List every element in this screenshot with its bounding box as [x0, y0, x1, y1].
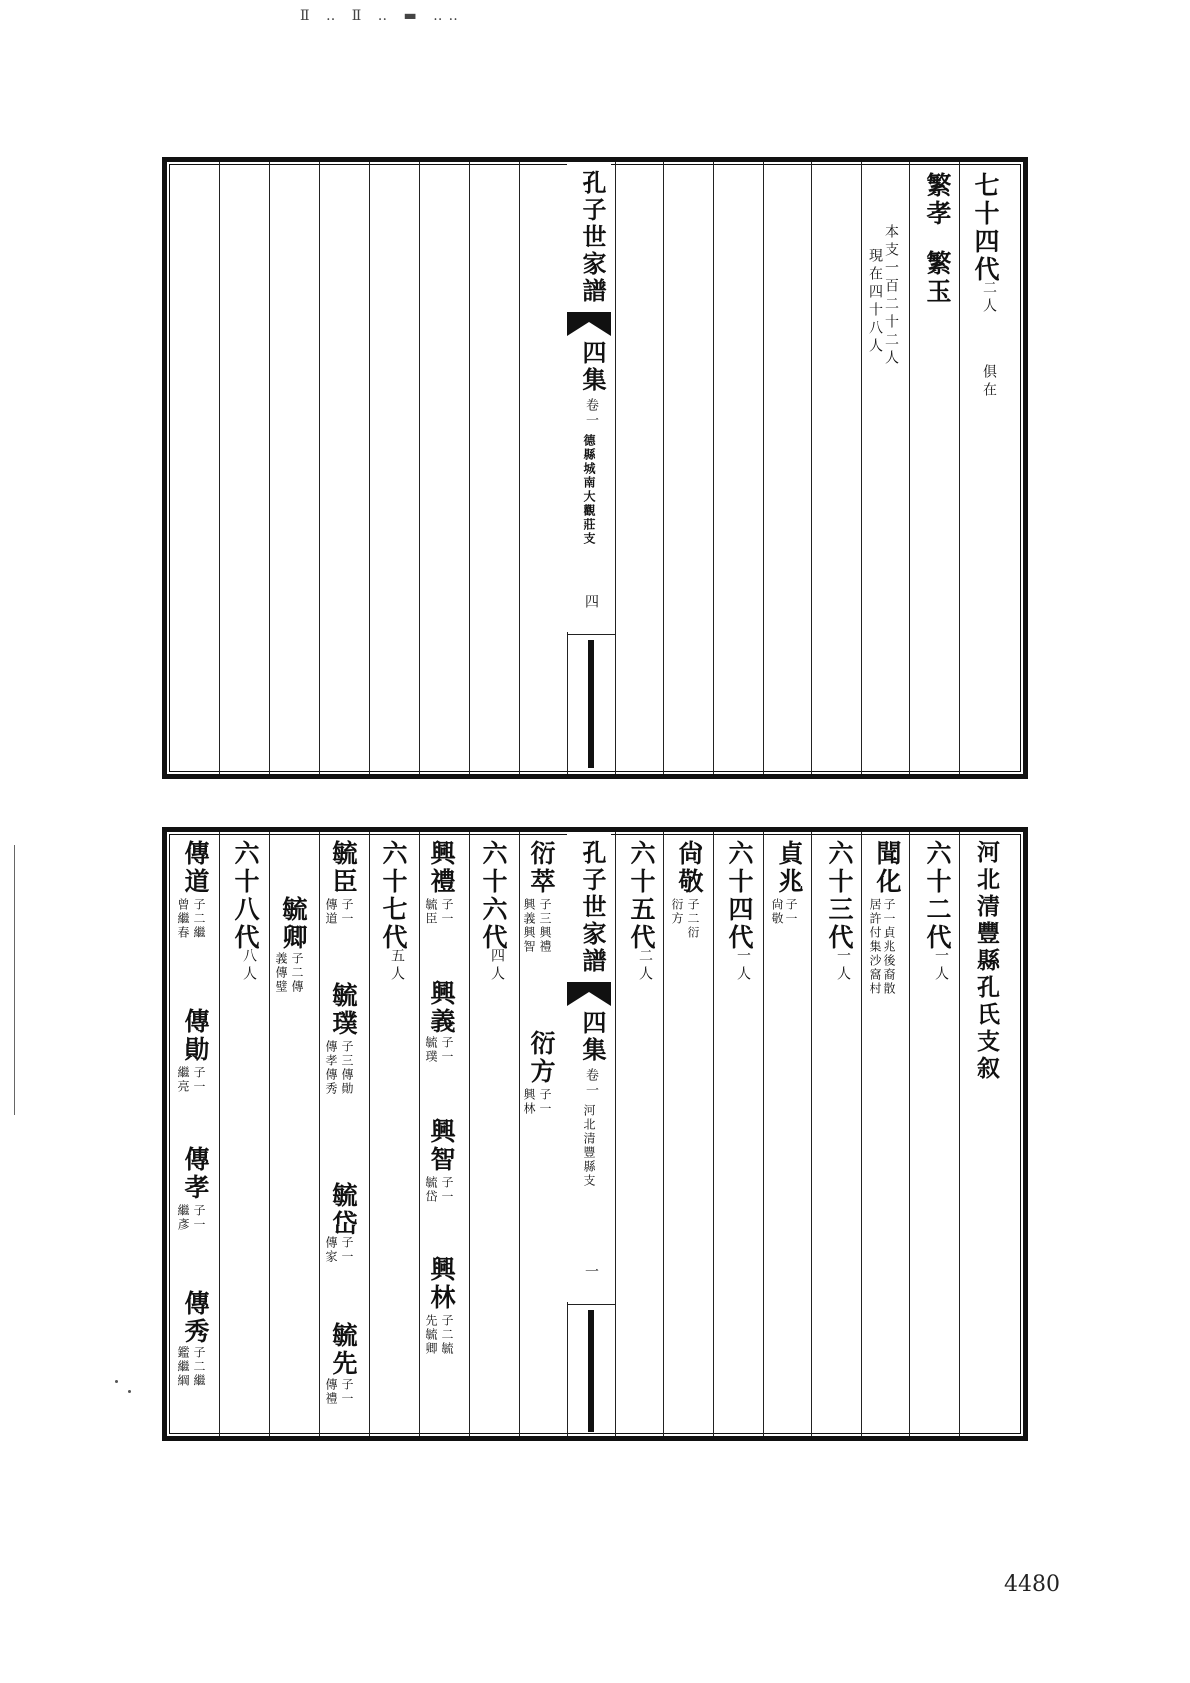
- collection-label: 四集: [578, 340, 607, 394]
- generation-heading: 六十七代: [379, 840, 408, 952]
- member-name: 繁玉: [923, 250, 952, 306]
- scan-speck: [128, 1390, 131, 1393]
- member-note: 子一: [440, 1036, 454, 1064]
- member-note: 子一: [538, 1088, 552, 1116]
- member-name: 傳秀: [181, 1290, 210, 1346]
- fish-tail-mark-icon: [567, 982, 611, 1006]
- leaf-number: 四: [583, 594, 599, 612]
- member-note: 子三傳勛: [340, 1040, 354, 1096]
- member-note: 傳家: [324, 1236, 338, 1264]
- member-name: 尙敬: [675, 840, 704, 896]
- scan-header-artifact: Ⅱ ‥ Ⅱ ‥ ▬ ‥‥: [300, 8, 464, 24]
- member-note: 子一: [340, 898, 354, 926]
- generation-heading: 六十六代: [479, 840, 508, 952]
- member-note: 繼亮: [176, 1066, 190, 1094]
- member-note: 繼彥: [176, 1204, 190, 1232]
- branch-label: 河北清豐縣支: [582, 1104, 596, 1188]
- book-center-column: [567, 162, 611, 632]
- member-name: 興禮: [427, 840, 456, 896]
- member-note: 尙敬: [770, 898, 784, 926]
- generation-count: 八人: [241, 948, 257, 984]
- page-number: 4480: [1004, 1572, 1060, 1597]
- book-center-column: [567, 832, 611, 1302]
- member-note: 子一: [784, 898, 798, 926]
- member-note: 子三興禮: [538, 898, 552, 954]
- member-name: 衍萃: [527, 840, 556, 896]
- member-name: 興智: [427, 1118, 456, 1174]
- member-name: 興義: [427, 980, 456, 1036]
- branch-living-note: 現在四十八人: [867, 248, 883, 356]
- branch-total-note: 本支一百二十二人: [883, 224, 899, 368]
- member-name: 聞化: [873, 840, 902, 896]
- member-note: 興林: [522, 1088, 536, 1116]
- generation-heading: 六十二代: [923, 840, 952, 952]
- top-genealogy-page: [162, 157, 1028, 779]
- generation-count: 一人: [835, 948, 851, 984]
- member-note: 子二毓: [440, 1314, 454, 1356]
- member-note: 居許付集沙窩村: [868, 898, 882, 996]
- member-note: 先毓卿: [424, 1314, 438, 1356]
- scan-speck: [115, 1380, 118, 1383]
- member-note: 子二傳: [290, 952, 304, 994]
- member-name: 傳道: [181, 840, 210, 896]
- member-note: 子一: [440, 898, 454, 926]
- generation-heading: 六十五代: [627, 840, 656, 952]
- generation-heading: 六十四代: [725, 840, 754, 952]
- generation-count: 二人: [981, 280, 997, 316]
- member-name: 傳孝: [181, 1146, 210, 1202]
- member-note: 毓璞: [424, 1036, 438, 1064]
- member-note: 衍方: [670, 898, 684, 926]
- volume-label: 卷一: [583, 398, 598, 428]
- member-note: 毓岱: [424, 1176, 438, 1204]
- center-column-bar: [588, 1310, 594, 1432]
- generation-heading: 七十四代: [971, 172, 1000, 284]
- member-note: 子一: [340, 1236, 354, 1264]
- member-name: 毓先: [329, 1322, 358, 1378]
- member-note: 興義興智: [522, 898, 536, 954]
- book-title: 孔子世家譜: [578, 170, 607, 305]
- member-note: 鑑繼綱: [176, 1346, 190, 1388]
- bottom-genealogy-page: [162, 827, 1028, 1441]
- leaf-number: 一: [583, 1264, 599, 1282]
- member-name: 貞兆: [775, 840, 804, 896]
- generation-count: 四人: [489, 948, 505, 984]
- scan-edge-line: [14, 845, 15, 1115]
- generation-count: 一人: [735, 948, 751, 984]
- member-note: 子一: [192, 1204, 206, 1232]
- branch-label: 德縣城南大觀莊支: [582, 434, 596, 546]
- generation-count: 一人: [933, 948, 949, 984]
- generation-heading: 六十三代: [825, 840, 854, 952]
- member-note: 曾繼春: [176, 898, 190, 940]
- fish-tail-mark-icon: [567, 312, 611, 336]
- member-note: 義傳璧: [274, 952, 288, 994]
- member-name: 興林: [427, 1256, 456, 1312]
- member-note: 子二衍: [686, 898, 700, 940]
- member-name: 毓岱: [329, 1182, 358, 1238]
- branch-preface-title: 河北清豐縣孔氏支叙: [973, 840, 1000, 1083]
- generation-count: 五人: [389, 948, 405, 984]
- member-note: 傳道: [324, 898, 338, 926]
- collection-label: 四集: [578, 1010, 607, 1064]
- member-name: 毓璞: [329, 982, 358, 1038]
- member-note: 子一貞兆後裔散: [882, 898, 896, 996]
- member-name: 毓卿: [279, 896, 308, 952]
- member-name: 毓臣: [329, 840, 358, 896]
- member-note: 子一: [340, 1378, 354, 1406]
- generation-count: 二人: [637, 948, 653, 984]
- center-column-bar: [588, 640, 594, 768]
- generation-status-note: 俱在: [981, 364, 997, 400]
- member-name: 衍方: [527, 1030, 556, 1086]
- member-note: 子一: [192, 1066, 206, 1094]
- volume-label: 卷一: [583, 1068, 598, 1098]
- member-name: 繁孝: [923, 172, 952, 228]
- member-name: 傳勛: [181, 1008, 210, 1064]
- generation-heading: 六十八代: [231, 840, 260, 952]
- member-note: 毓臣: [424, 898, 438, 926]
- member-note: 傳禮: [324, 1378, 338, 1406]
- book-title: 孔子世家譜: [578, 840, 607, 975]
- member-note: 傳孝傳秀: [324, 1040, 338, 1096]
- member-note: 子一: [440, 1176, 454, 1204]
- member-note: 子二繼: [192, 898, 206, 940]
- member-note: 子二繼: [192, 1346, 206, 1388]
